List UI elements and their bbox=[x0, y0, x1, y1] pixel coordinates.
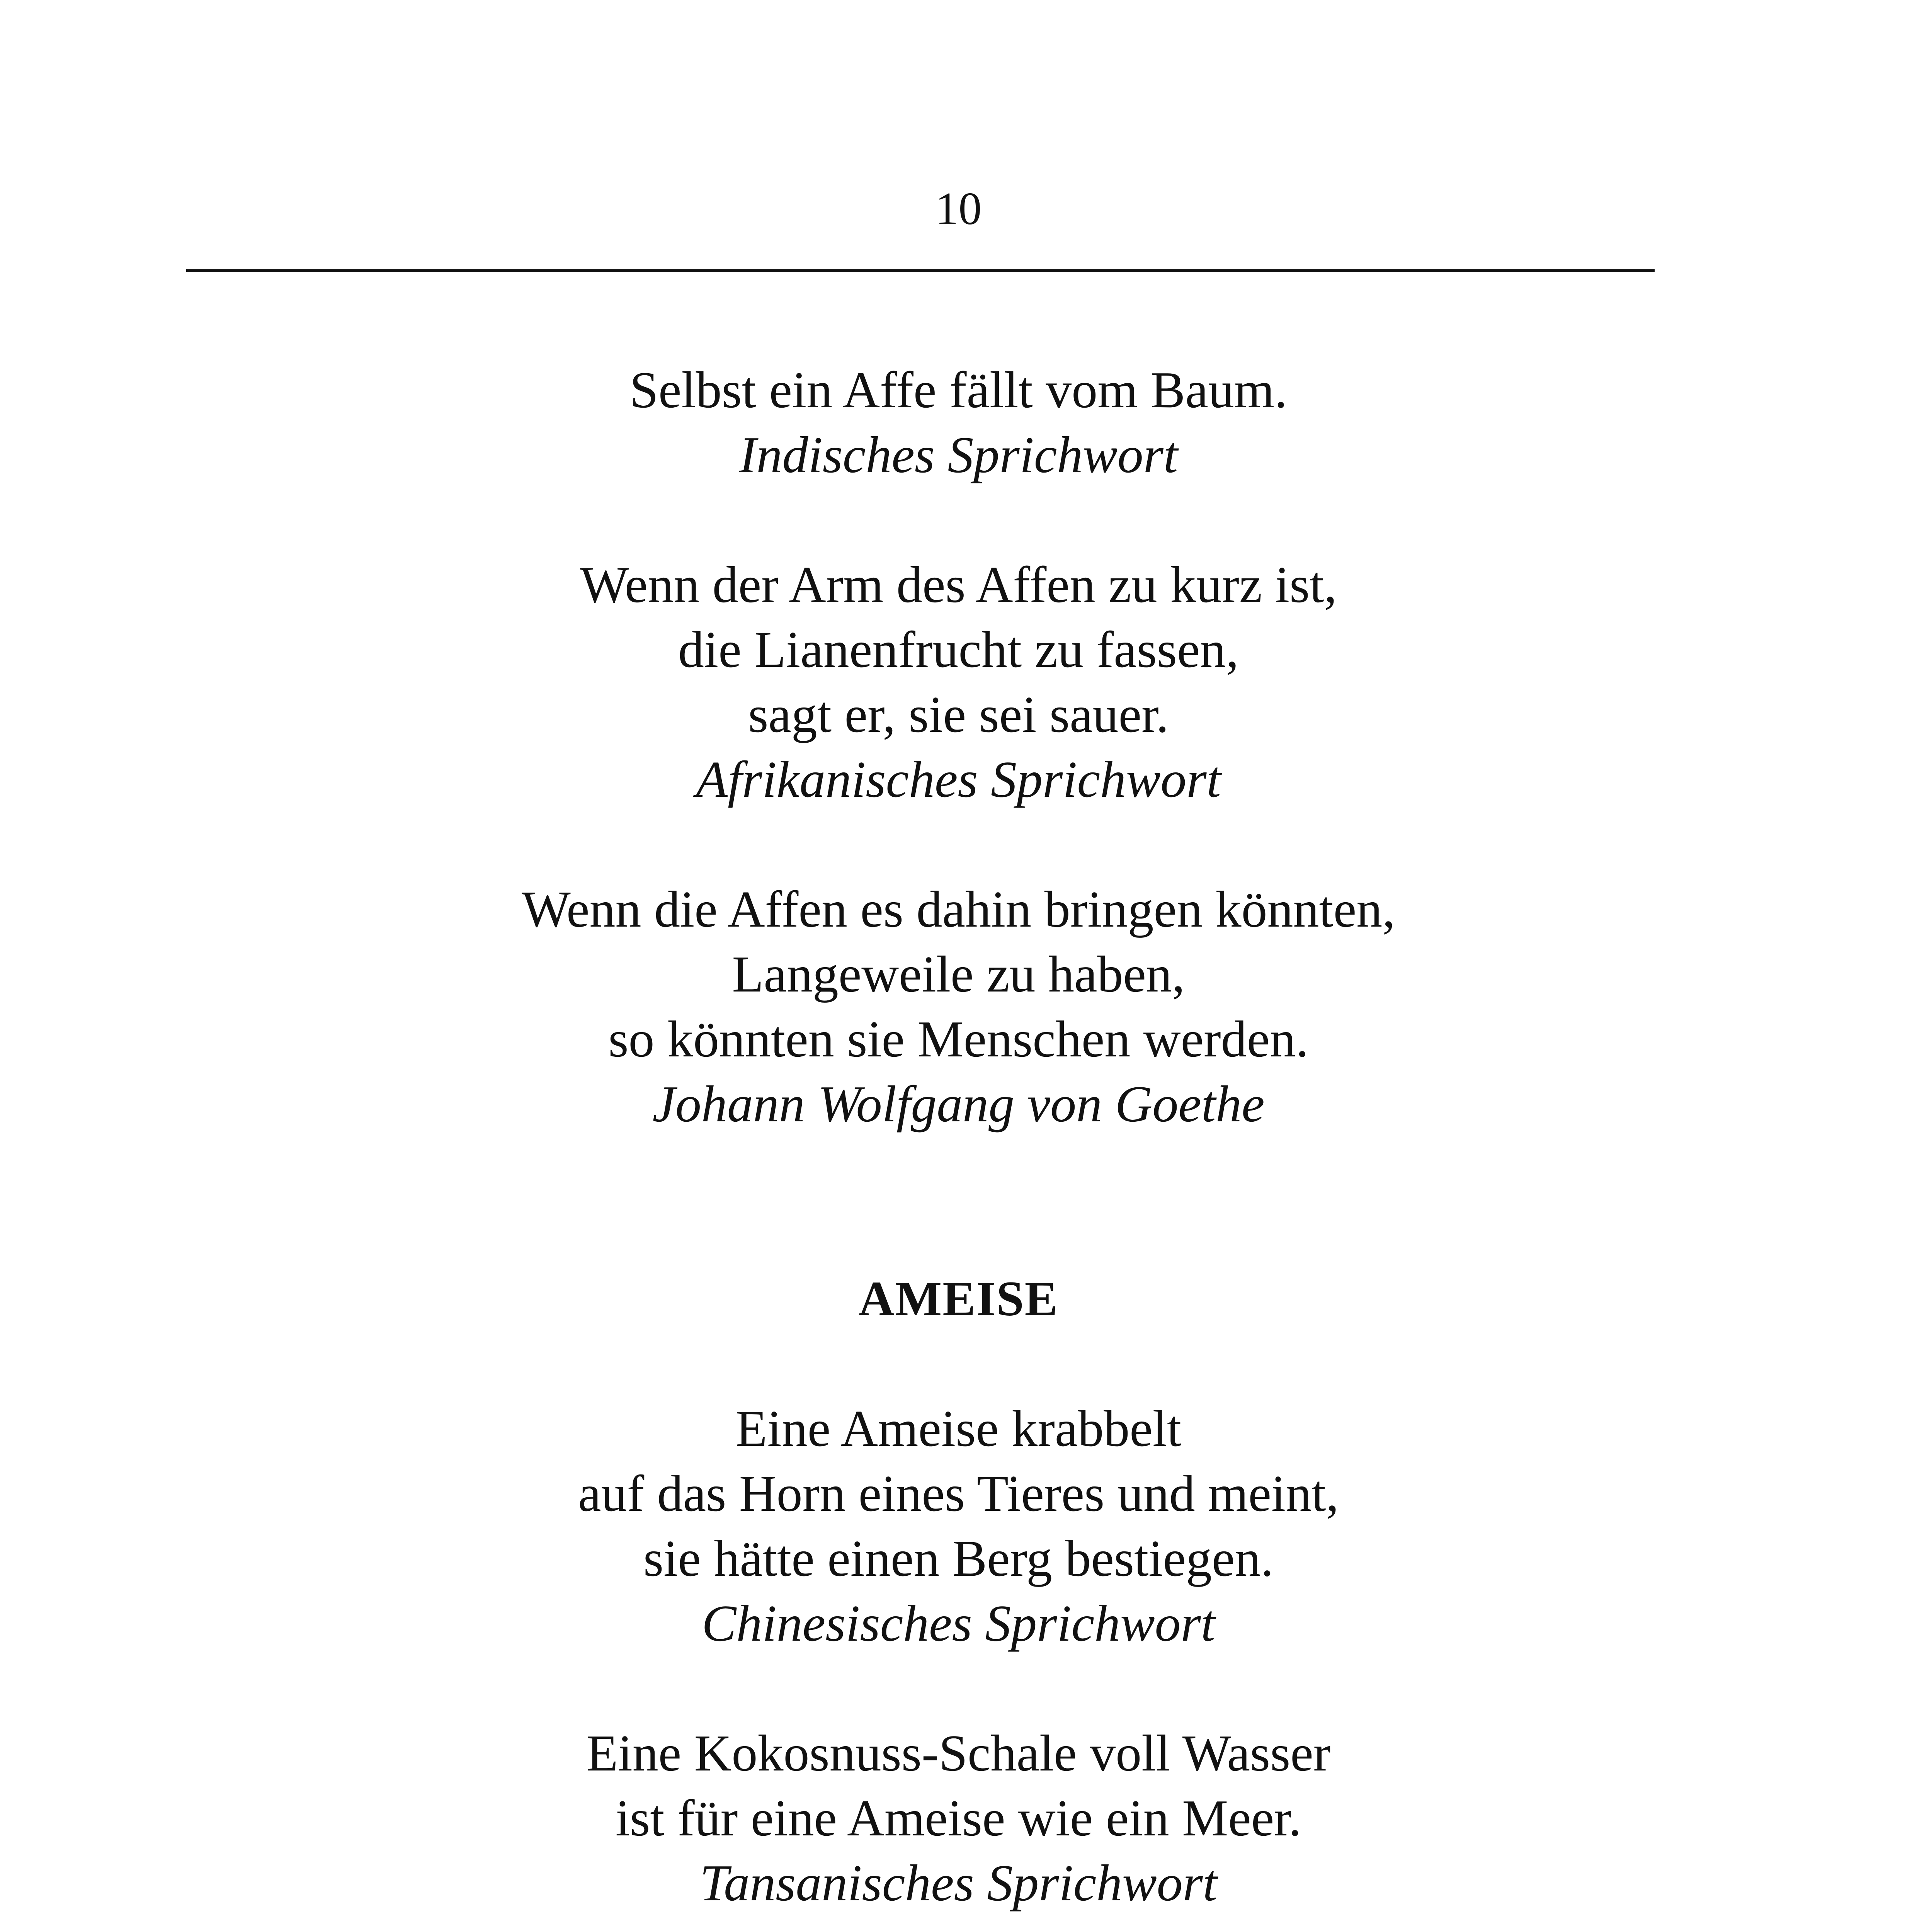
quote-line: sagt er, sie sei sauer. bbox=[748, 686, 1169, 743]
quote-line: Selbst ein Affe fällt vom Baum. bbox=[629, 361, 1288, 418]
quote-line: Eine Kokosnuss-Schale voll Wasser bbox=[586, 1725, 1331, 1782]
quote-source: Indisches Sprichwort bbox=[739, 426, 1178, 483]
page-content bbox=[0, 357, 1917, 1932]
quote-block bbox=[0, 877, 1917, 1136]
spacer bbox=[0, 1656, 1917, 1721]
quote-line: Wenn der Arm des Affen zu kurz ist, bbox=[580, 556, 1337, 613]
quote-source: Johann Wolfgang von Goethe bbox=[652, 1075, 1265, 1133]
quote-source: Afrikanisches Sprichwort bbox=[696, 751, 1221, 808]
quote-block bbox=[0, 357, 1917, 487]
quote-line: ist für eine Ameise wie ein Meer. bbox=[616, 1789, 1301, 1847]
page-number: 10 bbox=[935, 183, 982, 234]
quote-line: Wenn die Affen es dahin bringen könnten, bbox=[522, 881, 1395, 938]
spacer bbox=[0, 1136, 1917, 1201]
spacer bbox=[0, 812, 1917, 877]
header-rule bbox=[186, 269, 1655, 272]
quote-line: Langeweile zu haben, bbox=[732, 946, 1185, 1003]
section-heading: AMEISE bbox=[859, 1271, 1058, 1326]
quote-source: Chinesisches Sprichwort bbox=[702, 1595, 1215, 1652]
quote-block bbox=[0, 552, 1917, 812]
quote-line: auf das Horn eines Tieres und meint, bbox=[578, 1465, 1339, 1522]
quote-line: die Lianenfrucht zu fassen, bbox=[678, 621, 1239, 678]
spacer bbox=[0, 487, 1917, 552]
quote-source: Tansanisches Sprichwort bbox=[700, 1854, 1217, 1912]
quote-block bbox=[0, 1721, 1917, 1915]
quote-line: Eine Ameise krabbelt bbox=[735, 1400, 1182, 1457]
spacer bbox=[0, 1915, 1917, 1932]
spacer bbox=[0, 1331, 1917, 1396]
quote-block bbox=[0, 1396, 1917, 1656]
quote-line: so könnten sie Menschen werden. bbox=[608, 1010, 1309, 1068]
quote-line: sie hätte einen Berg bestiegen. bbox=[643, 1530, 1274, 1587]
